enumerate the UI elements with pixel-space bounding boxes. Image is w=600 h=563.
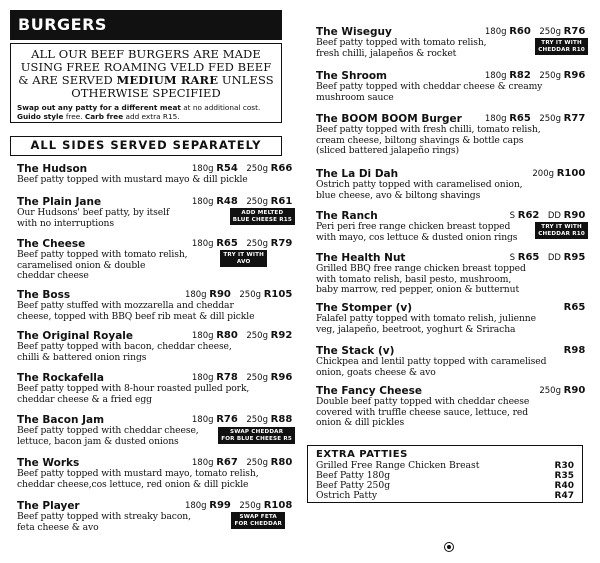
upsell-badge-line: TRY IT WITH xyxy=(541,39,582,46)
upsell-badge-line: TRY IT WITH xyxy=(223,251,264,258)
item-description-line: cream cheese, biltong shavings & bottle caps xyxy=(316,134,524,146)
item-name: The Cheese xyxy=(17,238,86,250)
price-size-label: 180g xyxy=(191,239,214,249)
price-value: R65 xyxy=(509,113,531,124)
item-price xyxy=(564,345,588,357)
price-size-label: 180g xyxy=(484,71,507,81)
item-name: The BOOM BOOM Burger xyxy=(316,113,462,125)
item-description-line: veg, jalapeño, beetroot, yoghurt & Sriracha xyxy=(316,323,516,335)
item-description-line: Peri peri free range chicken breast topped xyxy=(316,221,511,232)
item-price xyxy=(564,302,588,314)
price-value: R105 xyxy=(263,289,293,300)
price-value: R82 xyxy=(509,70,531,81)
price-size-label: 250g xyxy=(539,27,561,37)
item-name: The Player xyxy=(17,500,80,512)
price-value: R80 xyxy=(270,457,293,468)
price-size-label: 250g xyxy=(246,458,268,468)
price-value: R79 xyxy=(270,238,293,249)
item-description-line: mushroom sauce xyxy=(316,91,394,103)
item-price xyxy=(192,457,295,469)
item-name: The Shroom xyxy=(316,70,387,82)
price-size-label: 180g xyxy=(191,164,214,174)
item-description-line: cheese, topped with BBQ beef rib meat & dill pickle xyxy=(17,310,255,322)
menu-item-the-hudson xyxy=(17,163,295,186)
menu-item-the-ranch xyxy=(316,210,588,243)
item-name: The Rockafella xyxy=(17,372,104,384)
menu-item-the-bacon-jam xyxy=(17,414,295,447)
item-description-line: covered with truffle cheese sauce, lettuce, red xyxy=(316,406,529,418)
price-value: R61 xyxy=(270,196,293,207)
medium-rare-text: MEDIUM RARE xyxy=(116,73,219,87)
guido-bold: Guido style xyxy=(17,112,64,121)
price-value: R65 xyxy=(216,238,238,249)
price-value: R90 xyxy=(563,385,586,396)
item-price xyxy=(510,210,588,222)
extra-patties-heading: EXTRA PATTIES xyxy=(316,449,408,460)
upsell-badge-line: BLUE CHEESE R15 xyxy=(232,216,292,223)
upsell-badge-line: SWAP CHEDDAR xyxy=(229,428,284,435)
item-name: The Fancy Cheese xyxy=(316,385,423,397)
menu-item-the-boss xyxy=(17,289,295,322)
item-price xyxy=(510,252,588,264)
upsell-badge-line: FOR CHEDDAR xyxy=(234,520,282,527)
price-size-label: 250g xyxy=(246,164,268,174)
price-size-label: 250g xyxy=(539,386,561,396)
price-value: R90 xyxy=(563,210,586,221)
price-size-label: DD xyxy=(547,211,561,221)
upsell-badge xyxy=(231,512,285,529)
price-value: R88 xyxy=(270,414,293,425)
item-name: The Boss xyxy=(17,289,71,301)
extra-patty-price: R47 xyxy=(554,491,574,501)
price-value: R48 xyxy=(216,196,238,207)
upsell-badge xyxy=(218,427,295,444)
item-price xyxy=(539,385,588,397)
price-size-label: 250g xyxy=(239,501,262,511)
item-description-line: (sliced battered jalapeño rings) xyxy=(316,145,460,156)
upsell-badge-line: CHEDDAR R10 xyxy=(538,46,585,53)
item-description-line: with no interruptions xyxy=(17,217,114,229)
item-description-line: Beef patty topped with mustard mayo, tomato relish, xyxy=(17,468,259,479)
extra-patty-name: Beef Patty 180g xyxy=(316,470,391,481)
item-description-line: Beef patty topped with tomato relish, xyxy=(17,249,188,260)
item-description-line: feta cheese & avo xyxy=(17,521,99,533)
item-price xyxy=(532,168,588,180)
swap-note-text: at no additional cost. xyxy=(180,103,261,112)
price-value: R66 xyxy=(270,163,293,174)
price-value: R76 xyxy=(216,414,238,425)
item-description-line: cheddar cheese & a fried egg xyxy=(17,393,152,405)
guido-text: free. xyxy=(63,112,85,121)
price-size-label: 180g xyxy=(184,501,207,511)
price-value: R92 xyxy=(270,330,293,341)
price-value: R96 xyxy=(563,70,586,81)
menu-item-the-fancy-cheese xyxy=(316,385,588,429)
extra-patty-name: Beef Patty 250g xyxy=(316,480,391,491)
menu-item-the-plain-jane xyxy=(17,196,295,229)
item-description-line: fresh chilli, jalapeños & rocket xyxy=(316,47,457,59)
page-indicator-icon[interactable] xyxy=(444,542,454,552)
upsell-badge-line: SWAP FETA xyxy=(239,513,277,520)
item-description-line: caramelised onion & double xyxy=(17,259,146,271)
item-name: The Hudson xyxy=(17,163,88,175)
item-description-line: chilli & battered onion rings xyxy=(17,351,147,363)
swap-note xyxy=(17,103,275,121)
upsell-badge xyxy=(535,38,588,55)
extra-patties-list xyxy=(316,461,574,501)
price-size-label: 250g xyxy=(539,71,561,81)
item-price xyxy=(185,500,295,512)
item-name: The Stomper (v) xyxy=(316,302,413,314)
price-size-label: 250g xyxy=(239,290,262,300)
menu-item-the-boom-boom-burger xyxy=(316,113,588,157)
menu-item-the-la-di-dah xyxy=(316,168,588,201)
item-description-line: blue cheese, avo & biltong shavings xyxy=(316,189,481,201)
item-price xyxy=(485,113,588,125)
beef-notice-box xyxy=(10,43,282,123)
beef-notice-line-2: USING FREE ROAMING VELD FED BEEF xyxy=(20,60,272,74)
beef-notice-line-1: ALL OUR BEEF BURGERS ARE MADE xyxy=(31,47,261,61)
item-name: The Plain Jane xyxy=(17,196,102,208)
price-size-label: 200g xyxy=(532,169,555,179)
item-price xyxy=(192,196,295,208)
item-price xyxy=(192,372,295,384)
menu-item-the-cheese xyxy=(17,238,295,282)
item-description-line: Beef patty topped with 8-hour roasted pulled pork, xyxy=(17,383,250,394)
price-size-label: DD xyxy=(547,253,561,263)
price-size-label: 180g xyxy=(484,27,507,37)
item-name: The Works xyxy=(17,457,80,469)
price-value: R77 xyxy=(563,113,586,124)
price-value: R67 xyxy=(216,457,238,468)
price-value: R80 xyxy=(216,330,238,341)
price-value: R108 xyxy=(263,500,293,511)
price-size-label: 180g xyxy=(191,458,214,468)
menu-item-the-stomper-v xyxy=(316,302,588,335)
price-value: R98 xyxy=(563,345,586,356)
sides-served-separately-bar: ALL SIDES SERVED SEPARATELY xyxy=(10,136,282,156)
item-description-line: Beef patty topped with bacon, cheddar cheese, xyxy=(17,341,232,352)
price-value: R62 xyxy=(517,210,540,221)
carb-text: add extra R15. xyxy=(123,112,180,121)
extra-patty-row xyxy=(316,491,574,501)
item-description-line: onion, goats cheese & avo xyxy=(316,366,436,378)
beef-notice-line-4: OTHERWISE SPECIFIED xyxy=(71,86,221,100)
upsell-badge xyxy=(230,208,295,225)
menu-item-the-health-nut xyxy=(316,252,588,296)
item-price xyxy=(192,414,295,426)
price-size-label: 250g xyxy=(246,373,268,383)
price-value: R76 xyxy=(563,26,586,37)
upsell-badge-line: TRY IT WITH xyxy=(541,223,582,230)
price-value: R54 xyxy=(216,163,238,174)
price-value: R78 xyxy=(216,372,238,383)
price-size-label: 180g xyxy=(484,114,507,124)
item-description-line: Beef patty topped with streaky bacon, xyxy=(17,511,191,522)
upsell-badge-line: ADD MELTED xyxy=(241,209,284,216)
menu-item-the-stack-v xyxy=(316,345,588,378)
item-name: The La Di Dah xyxy=(316,168,399,180)
price-size-label: 250g xyxy=(539,114,561,124)
item-description-line: onion & dill pickles xyxy=(316,417,405,428)
price-value: R65 xyxy=(517,252,540,263)
item-price xyxy=(192,238,295,250)
price-size-label: 250g xyxy=(246,415,268,425)
swap-note-bold: Swap out any patty for a different meat xyxy=(17,103,181,112)
price-size-label: 180g xyxy=(191,197,214,207)
price-value: R100 xyxy=(556,168,586,179)
beef-notice-text: & ARE SERVED xyxy=(18,73,113,87)
price-value: R90 xyxy=(209,289,231,300)
item-description-line: Chickpea and lentil patty topped with caramelised xyxy=(316,356,547,367)
menu-item-the-rockafella xyxy=(17,372,295,405)
item-description-line: Our Hudsons' beef patty, by itself xyxy=(17,207,170,218)
item-price xyxy=(192,330,295,342)
item-description-line: Beef patty topped with tomato relish, xyxy=(316,37,487,48)
item-description-line: Ostrich patty topped with caramelised onion, xyxy=(316,179,523,190)
item-description-line: Beef patty topped with fresh chilli, tomato relish, xyxy=(316,124,541,135)
item-price xyxy=(485,26,588,38)
menu-item-the-shroom xyxy=(316,70,588,103)
item-price xyxy=(485,70,588,82)
upsell-badge xyxy=(220,250,267,267)
price-size-label: S xyxy=(509,253,516,263)
item-price xyxy=(192,163,295,175)
item-name: The Wiseguy xyxy=(316,26,392,38)
menu-item-the-wiseguy xyxy=(316,26,588,59)
price-value: R60 xyxy=(509,26,531,37)
price-value: R96 xyxy=(270,372,293,383)
extra-patty-price: R30 xyxy=(554,461,574,471)
extra-patties-box xyxy=(307,445,583,503)
price-size-label: 250g xyxy=(246,331,268,341)
item-description-line: Double beef patty topped with cheddar cheese xyxy=(316,396,530,407)
item-description-line: Beef patty topped with mustard mayo & dill pickle xyxy=(17,174,248,185)
price-value: R95 xyxy=(563,252,586,263)
item-price xyxy=(185,289,295,301)
item-name: The Health Nut xyxy=(316,252,406,264)
price-size-label: 180g xyxy=(191,415,214,425)
menu-item-the-original-royale xyxy=(17,330,295,363)
extra-patty-price: R40 xyxy=(554,481,574,491)
extra-patty-price: R35 xyxy=(554,471,574,481)
extra-patty-name: Ostrich Patty xyxy=(316,490,378,501)
price-size-label: 250g xyxy=(246,197,268,207)
upsell-badge-line: CHEDDAR R10 xyxy=(538,230,585,237)
extra-patty-name: Grilled Free Range Chicken Breast xyxy=(316,460,480,471)
item-description-line: lettuce, bacon jam & dusted onions xyxy=(17,435,179,447)
item-name: The Original Royale xyxy=(17,330,133,342)
upsell-badge-line: AVO xyxy=(236,258,251,265)
item-name: The Ranch xyxy=(316,210,378,222)
price-size-label: 180g xyxy=(184,290,207,300)
item-description-line: Falafel patty topped with tomato relish, julienne xyxy=(316,313,536,324)
item-name: The Bacon Jam xyxy=(17,414,105,426)
price-size-label: S xyxy=(509,211,516,221)
item-description-line: with tomato relish, basil pesto, mushroom, xyxy=(316,273,512,285)
price-value: R99 xyxy=(209,500,231,511)
menu-item-the-works xyxy=(17,457,295,490)
price-size-label: 180g xyxy=(191,331,214,341)
carb-bold: Carb free xyxy=(84,112,124,121)
menu-item-the-player xyxy=(17,500,295,533)
item-description-line: Beef patty stuffed with mozzarella and cheddar xyxy=(17,300,234,311)
upsell-badge xyxy=(535,222,588,239)
item-description-line: cheddar cheese xyxy=(17,270,89,281)
price-size-label: 180g xyxy=(191,373,214,383)
item-description-line: Beef patty topped with cheddar cheese & creamy xyxy=(316,81,543,92)
beef-notice-text: UNLESS xyxy=(221,73,274,87)
item-description-line: Beef patty topped with cheddar cheese, xyxy=(17,425,199,436)
item-description-line: baby marrow, red pepper, onion & butternut xyxy=(316,284,520,295)
section-banner-burgers: BURGERS xyxy=(10,10,282,40)
upsell-badge-line: FOR BLUE CHEESE R5 xyxy=(221,435,292,442)
price-size-label: 250g xyxy=(246,239,268,249)
price-value: R65 xyxy=(563,302,586,313)
item-description-line: with mayo, cos lettuce & dusted onion rings xyxy=(316,231,518,243)
item-description-line: Grilled BBQ free range chicken breast topped xyxy=(316,263,526,274)
item-name: The Stack (v) xyxy=(316,345,395,357)
item-description-line: cheddar cheese,cos lettuce, red onion & dill pickle xyxy=(17,478,249,490)
